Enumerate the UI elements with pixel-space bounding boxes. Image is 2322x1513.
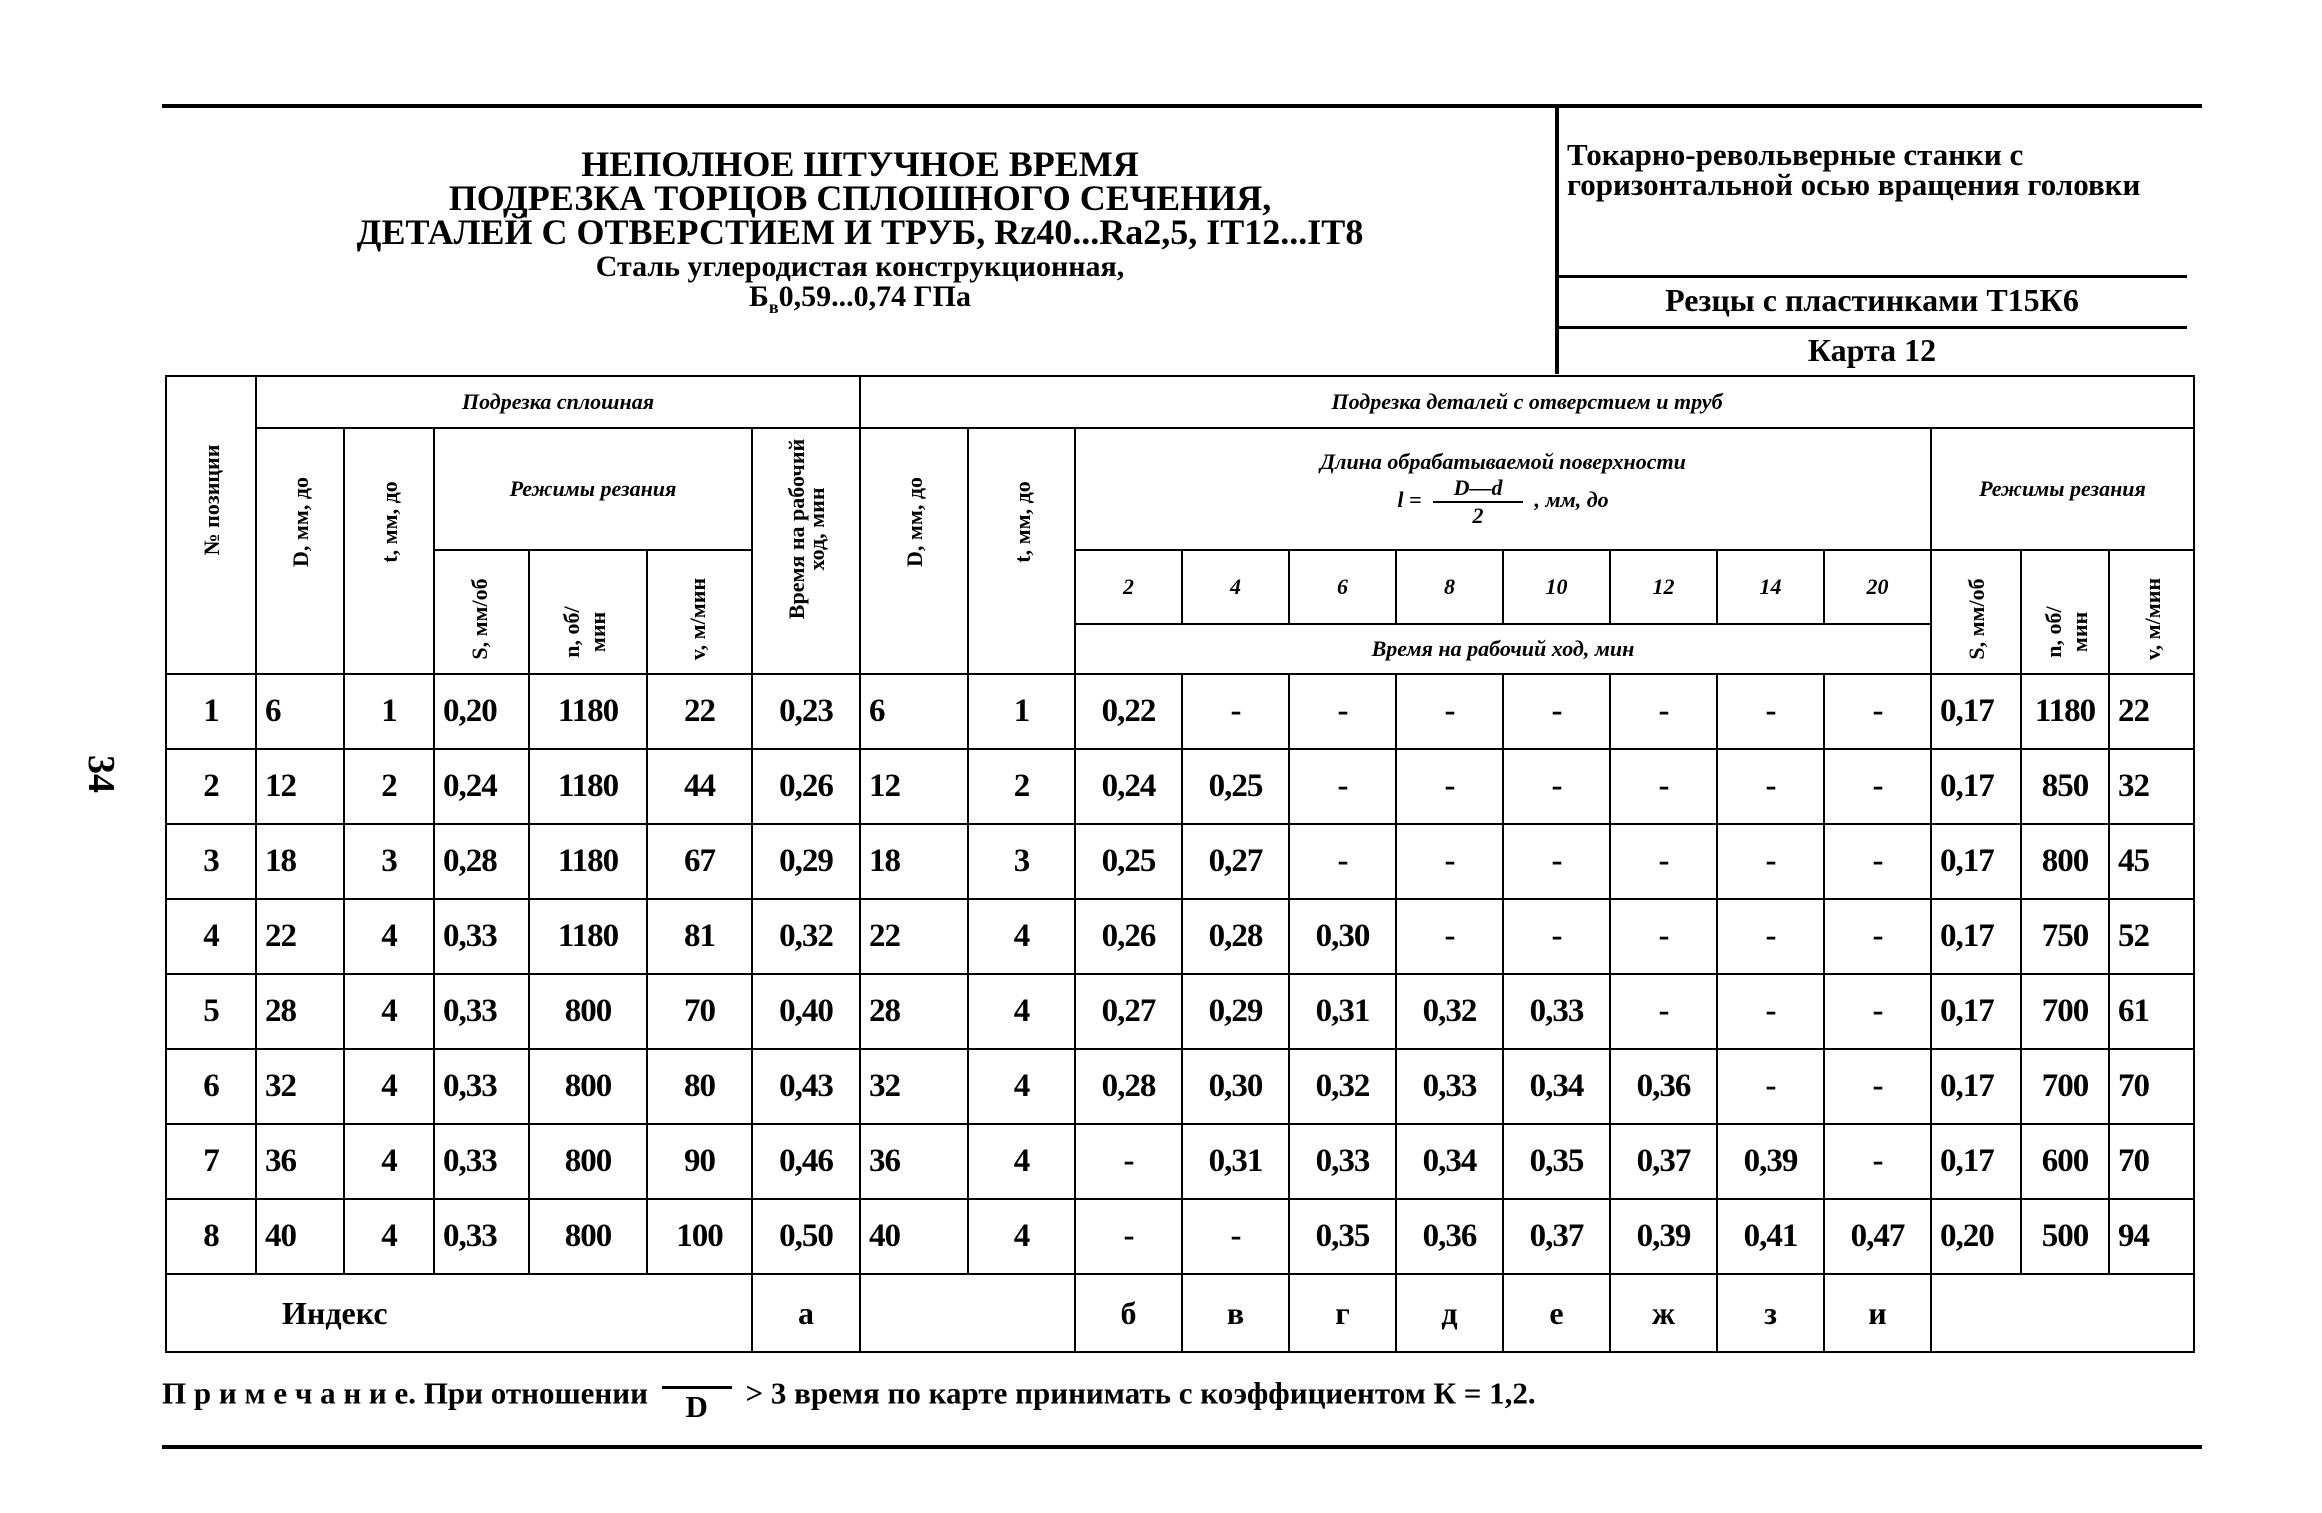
sigma-symbol: Б	[749, 280, 769, 313]
cell-l20: -	[1824, 1049, 1931, 1124]
cell-l4: 0,28	[1182, 899, 1289, 974]
col-position-header: № позиции	[166, 376, 256, 674]
cell-l6: -	[1289, 824, 1396, 899]
cell-S: 0,33	[434, 899, 529, 974]
cell-t2: 4	[968, 974, 1075, 1049]
cell-l20: 0,47	[1824, 1199, 1931, 1274]
cell-l8: -	[1396, 674, 1503, 749]
cell-S2: 0,17	[1931, 824, 2021, 899]
sigma-subscript: в	[768, 297, 779, 317]
cell-S: 0,33	[434, 1049, 529, 1124]
cell-n2: 750	[2021, 899, 2109, 974]
index-e: е	[1503, 1274, 1610, 1352]
cell-pos: 2	[166, 749, 256, 824]
cell-v2: 61	[2109, 974, 2194, 1049]
cell-n2: 700	[2021, 1049, 2109, 1124]
col-v2-header: v, м/мин	[2109, 550, 2194, 674]
cell-v2: 94	[2109, 1199, 2194, 1274]
cell-v: 67	[647, 824, 752, 899]
cell-D: 36	[256, 1124, 344, 1199]
cell-D: 32	[256, 1049, 344, 1124]
note	[162, 1368, 1536, 1425]
cell-n2: 1180	[2021, 674, 2109, 749]
cell-v2: 32	[2109, 749, 2194, 824]
length-6: 6	[1289, 550, 1396, 624]
cell-D2: 6	[860, 674, 968, 749]
cell-S: 0,33	[434, 1199, 529, 1274]
note-label: П р и м е ч а н и е.	[162, 1375, 417, 1411]
cell-l8: 0,36	[1396, 1199, 1503, 1274]
cell-time: 0,26	[752, 749, 860, 824]
table-row	[166, 1124, 2194, 1199]
length-14: 14	[1717, 550, 1824, 624]
col-D2-header: D, мм, до	[860, 428, 968, 674]
cell-t: 1	[344, 674, 434, 749]
col-n-header: n, об/мин	[529, 550, 647, 674]
cell-D2: 22	[860, 899, 968, 974]
cell-pos: 6	[166, 1049, 256, 1124]
cell-l12: -	[1610, 674, 1717, 749]
cell-time: 0,32	[752, 899, 860, 974]
cell-v2: 52	[2109, 899, 2194, 974]
cell-S: 0,28	[434, 824, 529, 899]
cell-l8: -	[1396, 749, 1503, 824]
cell-l4: -	[1182, 1199, 1289, 1274]
cell-l8: -	[1396, 824, 1503, 899]
formula-num: D—d	[1433, 475, 1523, 503]
col-t2-header: t, мм, до	[968, 428, 1075, 674]
cell-D: 12	[256, 749, 344, 824]
index-blank	[860, 1274, 1075, 1352]
cell-D2: 36	[860, 1124, 968, 1199]
cell-pos: 3	[166, 824, 256, 899]
cell-S2: 0,17	[1931, 1124, 2021, 1199]
cell-pos: 8	[166, 1199, 256, 1274]
cell-D: 28	[256, 974, 344, 1049]
cell-t: 2	[344, 749, 434, 824]
cell-S: 0,24	[434, 749, 529, 824]
cell-n: 800	[529, 1124, 647, 1199]
note-before: При отношении	[423, 1375, 648, 1411]
cell-l4: -	[1182, 674, 1289, 749]
cell-l12: 0,37	[1610, 1124, 1717, 1199]
cell-v: 81	[647, 899, 752, 974]
group-holes-header: Подрезка деталей с отверстием и труб	[860, 376, 2194, 428]
cell-l2: 0,22	[1075, 674, 1182, 749]
page-number: 34	[80, 755, 122, 793]
cell-time: 0,23	[752, 674, 860, 749]
length-title: Длина обрабатываемой поверхности	[1320, 449, 1686, 474]
formula-lhs: l =	[1397, 487, 1422, 513]
cell-v: 44	[647, 749, 752, 824]
cell-l20: -	[1824, 899, 1931, 974]
cell-l2: -	[1075, 1199, 1182, 1274]
formula-den: 2	[1472, 503, 1484, 528]
group-solid-header: Подрезка сплошная	[256, 376, 860, 428]
cell-t2: 4	[968, 1124, 1075, 1199]
cell-time: 0,29	[752, 824, 860, 899]
cell-pos: 4	[166, 899, 256, 974]
length-12: 12	[1610, 550, 1717, 624]
cell-l2: 0,28	[1075, 1049, 1182, 1124]
index-label: Индекс	[166, 1274, 752, 1352]
modes-header-solid: Режимы резания	[434, 428, 752, 550]
note-after: > 3 время по карте принимать с коэффициентом К = 1,2.	[745, 1375, 1536, 1411]
table-row	[166, 749, 2194, 824]
formula-units: , мм, до	[1534, 487, 1609, 513]
cell-l14: -	[1717, 899, 1824, 974]
cell-l4: 0,30	[1182, 1049, 1289, 1124]
cell-D: 40	[256, 1199, 344, 1274]
cell-l20: -	[1824, 974, 1931, 1049]
cell-S2: 0,17	[1931, 1049, 2021, 1124]
subtitle-line-1: Сталь углеродистая конструкционная,	[595, 250, 1125, 283]
tool-type: Резцы с пластинками Т15К6	[1665, 282, 2079, 318]
cell-l6: 0,32	[1289, 1049, 1396, 1124]
table-row	[166, 974, 2194, 1049]
table-row	[166, 674, 2194, 749]
card-number: Карта 12	[1807, 332, 1937, 368]
cell-l14: -	[1717, 974, 1824, 1049]
length-2: 2	[1075, 550, 1182, 624]
cell-n2: 700	[2021, 974, 2109, 1049]
cell-l6: 0,35	[1289, 1199, 1396, 1274]
table-row	[166, 824, 2194, 899]
cell-S: 0,33	[434, 974, 529, 1049]
cell-l8: 0,34	[1396, 1124, 1503, 1199]
cell-l4: 0,29	[1182, 974, 1289, 1049]
cell-t: 4	[344, 1199, 434, 1274]
col-S-header: S, мм/об	[434, 550, 529, 674]
cell-n2: 800	[2021, 824, 2109, 899]
cell-D: 6	[256, 674, 344, 749]
cell-l10: -	[1503, 674, 1610, 749]
cell-l20: -	[1824, 674, 1931, 749]
cell-l6: -	[1289, 674, 1396, 749]
cell-v2: 45	[2109, 824, 2194, 899]
title-line-3: ДЕТАЛЕЙ С ОТВЕРСТИЕМ И ТРУБ, Rz40...Ra2,5, IT12...IT8	[356, 212, 1364, 252]
right-box-rule-2	[1557, 326, 2187, 329]
cell-l12: -	[1610, 824, 1717, 899]
cell-l10: -	[1503, 899, 1610, 974]
cell-l10: 0,35	[1503, 1124, 1610, 1199]
cell-l10: 0,34	[1503, 1049, 1610, 1124]
cell-l14: -	[1717, 674, 1824, 749]
cell-D2: 12	[860, 749, 968, 824]
index-d: д	[1396, 1274, 1503, 1352]
cell-l14: -	[1717, 824, 1824, 899]
col-v-header: v, м/мин	[647, 550, 752, 674]
cell-D2: 32	[860, 1049, 968, 1124]
cell-l2: 0,27	[1075, 974, 1182, 1049]
cell-l10: -	[1503, 824, 1610, 899]
cell-S: 0,20	[434, 674, 529, 749]
title-line-1: НЕПОЛНОЕ ШТУЧНОЕ ВРЕМЯ	[581, 144, 1139, 184]
index-g: г	[1289, 1274, 1396, 1352]
cell-S2: 0,17	[1931, 974, 2021, 1049]
cell-l20: -	[1824, 749, 1931, 824]
cell-l14: -	[1717, 749, 1824, 824]
cell-time: 0,46	[752, 1124, 860, 1199]
title-line-2: ПОДРЕЗКА ТОРЦОВ СПЛОШНОГО СЕЧЕНИЯ,	[448, 178, 1272, 218]
cell-S2: 0,20	[1931, 1199, 2021, 1274]
note-den: D	[685, 1389, 708, 1424]
cell-l14: 0,41	[1717, 1199, 1824, 1274]
cell-l12: -	[1610, 974, 1717, 1049]
cell-pos: 1	[166, 674, 256, 749]
cell-n: 800	[529, 974, 647, 1049]
cell-v2: 70	[2109, 1124, 2194, 1199]
index-v: в	[1182, 1274, 1289, 1352]
col-t-header: t, мм, до	[344, 428, 434, 674]
cell-pos: 7	[166, 1124, 256, 1199]
cell-l20: -	[1824, 1124, 1931, 1199]
cell-l12: 0,39	[1610, 1199, 1717, 1274]
cell-n2: 500	[2021, 1199, 2109, 1274]
cell-v: 70	[647, 974, 752, 1049]
cell-n: 1180	[529, 899, 647, 974]
cell-l8: 0,32	[1396, 974, 1503, 1049]
cell-l8: 0,33	[1396, 1049, 1503, 1124]
cell-n2: 850	[2021, 749, 2109, 824]
index-i: и	[1824, 1274, 1931, 1352]
table-row	[166, 1049, 2194, 1124]
time-label: Время на рабочий ход, мин	[1075, 624, 1931, 674]
cell-S2: 0,17	[1931, 674, 2021, 749]
cell-l20: -	[1824, 824, 1931, 899]
length-20: 20	[1824, 550, 1931, 624]
cell-t: 4	[344, 974, 434, 1049]
cell-t2: 4	[968, 1199, 1075, 1274]
length-4: 4	[1182, 550, 1289, 624]
cell-l6: 0,30	[1289, 899, 1396, 974]
cell-pos: 5	[166, 974, 256, 1049]
cell-t: 4	[344, 899, 434, 974]
cell-n: 1180	[529, 824, 647, 899]
length-10: 10	[1503, 550, 1610, 624]
cell-l6: -	[1289, 749, 1396, 824]
note-fraction	[662, 1368, 732, 1425]
cell-l6: 0,31	[1289, 974, 1396, 1049]
cell-n: 800	[529, 1199, 647, 1274]
table-row	[166, 899, 2194, 974]
cell-l12: -	[1610, 749, 1717, 824]
cell-v: 80	[647, 1049, 752, 1124]
right-box-rule-1	[1557, 275, 2187, 278]
cell-v: 22	[647, 674, 752, 749]
cell-v: 100	[647, 1199, 752, 1274]
cell-t: 3	[344, 824, 434, 899]
cell-l6: 0,33	[1289, 1124, 1396, 1199]
strength-range: 0,59...0,74 ГПа	[778, 280, 971, 313]
cell-l10: -	[1503, 749, 1610, 824]
cell-n: 1180	[529, 674, 647, 749]
cell-n: 800	[529, 1049, 647, 1124]
cell-D2: 18	[860, 824, 968, 899]
cell-time: 0,40	[752, 974, 860, 1049]
cell-D: 22	[256, 899, 344, 974]
cell-v2: 70	[2109, 1049, 2194, 1124]
cell-l10: 0,37	[1503, 1199, 1610, 1274]
cell-n: 1180	[529, 749, 647, 824]
top-rule	[162, 104, 2202, 108]
cell-n2: 600	[2021, 1124, 2109, 1199]
cell-D2: 28	[860, 974, 968, 1049]
cell-t: 4	[344, 1124, 434, 1199]
length-header	[1075, 428, 1931, 550]
cell-time: 0,50	[752, 1199, 860, 1274]
cell-l10: 0,33	[1503, 974, 1610, 1049]
modes-header-holes: Режимы резания	[1931, 428, 2194, 550]
cell-l4: 0,31	[1182, 1124, 1289, 1199]
cell-l14: -	[1717, 1049, 1824, 1124]
machine-type: Токарно-револьверные станки с горизонтальной осью вращения головки	[1567, 137, 2141, 202]
col-D-header: D, мм, до	[256, 428, 344, 674]
cell-t2: 1	[968, 674, 1075, 749]
cell-t2: 4	[968, 899, 1075, 974]
cell-v2: 22	[2109, 674, 2194, 749]
cell-v: 90	[647, 1124, 752, 1199]
cell-l8: -	[1396, 899, 1503, 974]
subtitle-line-2	[330, 282, 1390, 322]
cell-t: 4	[344, 1049, 434, 1124]
cell-D2: 40	[860, 1199, 968, 1274]
cell-t2: 4	[968, 1049, 1075, 1124]
col-time-header: Время на рабочий ход, мин	[752, 428, 860, 674]
bottom-rule	[162, 1445, 2202, 1449]
cell-D: 18	[256, 824, 344, 899]
cell-l2: -	[1075, 1124, 1182, 1199]
cell-l2: 0,24	[1075, 749, 1182, 824]
cell-l12: 0,36	[1610, 1049, 1717, 1124]
col-n2-header: n, об/мин	[2021, 550, 2109, 674]
col-S2-header: S, мм/об	[1931, 550, 2021, 674]
cutting-time-table	[165, 375, 2195, 1353]
cell-t2: 2	[968, 749, 1075, 824]
index-z: з	[1717, 1274, 1824, 1352]
length-8: 8	[1396, 550, 1503, 624]
index-zh: ж	[1610, 1274, 1717, 1352]
cell-l12: -	[1610, 899, 1717, 974]
cell-S: 0,33	[434, 1124, 529, 1199]
table-row	[166, 1199, 2194, 1274]
cell-l2: 0,25	[1075, 824, 1182, 899]
cell-t2: 3	[968, 824, 1075, 899]
cell-l14: 0,39	[1717, 1124, 1824, 1199]
cell-S2: 0,17	[1931, 749, 2021, 824]
cell-time: 0,43	[752, 1049, 860, 1124]
index-b: б	[1075, 1274, 1182, 1352]
index-blank-right	[1931, 1274, 2194, 1352]
cell-l4: 0,25	[1182, 749, 1289, 824]
length-formula	[1076, 475, 1930, 529]
cell-l2: 0,26	[1075, 899, 1182, 974]
cell-l4: 0,27	[1182, 824, 1289, 899]
index-a: а	[752, 1274, 860, 1352]
cell-S2: 0,17	[1931, 899, 2021, 974]
